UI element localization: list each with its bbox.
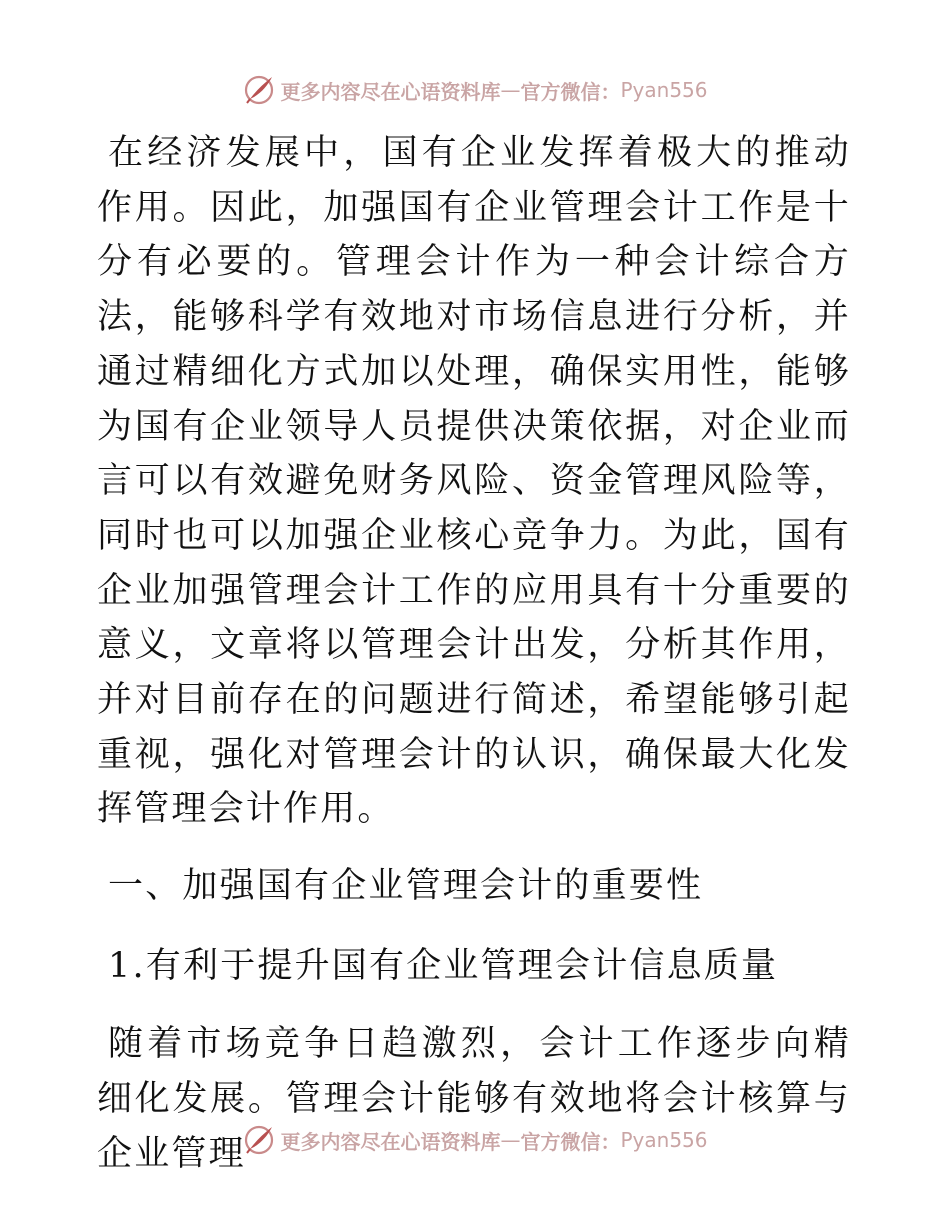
watermark-separator: — (500, 78, 521, 102)
watermark-text: 更多内容尽在心语资料库 (280, 79, 501, 104)
watermark-wechat-id: Pyan556 (620, 78, 708, 102)
document-body (97, 126, 851, 1181)
intro-paragraph: 在经济发展中，国有企业发挥着极大的推动作用。因此，加强国有企业管理会计工作是十分有必要的。管理会计作为一种会计综合方法，能够科学有效地对市场信息进行分析，并通过精细化方式加以处理，确保实用性，能够为国有企业领导人员提供决策依据，对企业而言可以有效避免财务风险、资金管理风险等，同时也可以加强企业核心竞争力。为此，国有企业加强管理会计工作的应用具有十分重要的意义，文章将以管理会计出发，分析其作用，并对目前存在的问题进行简述，希望能够引起重视，强化对管理会计的认识，确保最大化发挥管理会计作用。 (97, 133, 851, 830)
subsection-heading: 1.有利于提升国有企业管理会计信息质量 (108, 946, 779, 987)
watermark-wechat-label: 官方微信： (520, 79, 621, 104)
body-paragraph: 随着市场竞争日趋激烈，会计工作逐步向精细化发展。管理会计能够有效地将会计核算与企业管理 (97, 1024, 851, 1174)
header-watermark (0, 70, 950, 110)
feather-pen-circle-icon (242, 73, 276, 107)
watermark-text: 更多内容尽在心语资料库 (280, 1129, 501, 1154)
section-heading: 一、加强国有企业管理会计的重要性 (108, 866, 704, 907)
watermark-wechat-id: Pyan556 (620, 1128, 708, 1152)
feather-pen-circle-icon (242, 1123, 276, 1157)
footer-watermark (0, 1120, 950, 1160)
watermark-separator: — (500, 1128, 521, 1152)
watermark-wechat-label: 官方微信： (520, 1129, 621, 1154)
